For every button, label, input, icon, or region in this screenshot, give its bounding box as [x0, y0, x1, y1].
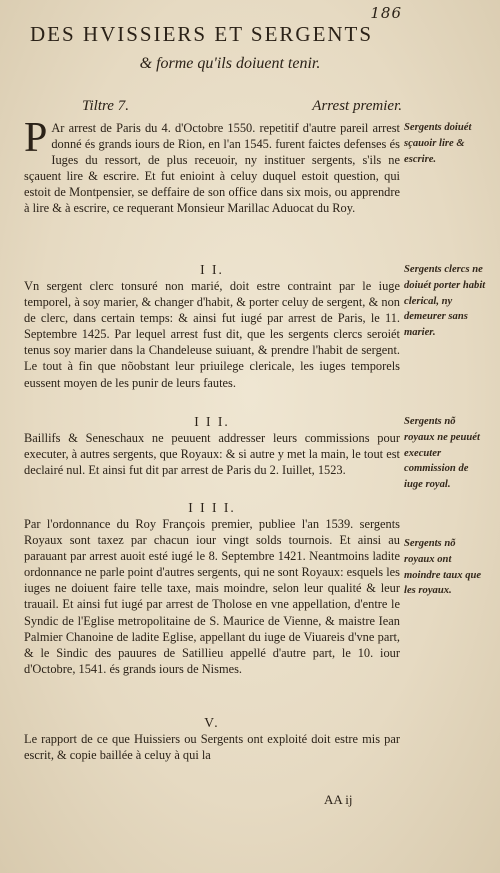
section-3-body	[24, 430, 400, 478]
section-3-text: Baillifs & Seneschaux ne peuuent addresser leurs commissions pour executer, à autres sergents, que Royaux: & si autre y met la main, le tout est declairé nul. Et ainsi fut dit par arrest de Paris du 2. Iuillet, 1523.	[24, 431, 400, 478]
section-5-text: Le rapport de ce que Huissiers ou Sergents ont exploité doit estre mis par escrit, & copie baillée à celuy à qui la	[24, 732, 400, 763]
margin-note: Sergents clercs ne doiuét porter habit clerical, ny demeurer sans marier.	[404, 264, 486, 339]
section-4-heading: I I I I.	[188, 500, 236, 515]
margin-note: Sergents doiuét sçauoir lire & escrire.	[404, 122, 472, 165]
title-right: Arrest premier.	[312, 98, 402, 114]
margin-note: Sergents nõ royaux ne peuuét executer commission de iuge royal.	[404, 416, 480, 491]
section-1-body	[24, 115, 400, 217]
section-4-body	[24, 516, 400, 677]
section-2-heading: I I.	[200, 262, 224, 277]
running-title: DES HVISSIERS ET SERGENTS	[30, 22, 374, 46]
section-3-heading: I I I.	[194, 414, 230, 429]
subtitle: & forme qu'ils doiuent tenir.	[139, 55, 321, 72]
page-number: 186	[370, 4, 402, 22]
title-line	[82, 98, 402, 115]
section-2-text: Vn sergent clerc tonsuré non marié, doit estre contraint par le iuge temporel, à soy marier, & changer d'habit, & porter celuy de sergent, & non de clerc, dans certain temps: & ainsi fut iugé par arrest de Paris, le 11. Septembre 1425. Par lequel arrest fust dit, que les sergents clercs seroiét tenus soy marier dans la Chandeleuse suiuant, & prendre l'habit de sergent. Le tout à fin que nõobstant leur priuilege clericale, les iuges temporels eussent moyen de les punir de leurs fautes.	[24, 279, 400, 390]
section-4-text: Par l'ordonnance du Roy François premier, publiee l'an 1539. sergents Royaux sont taxez par chacun iour vingt solds tournois. Et ainsi au parauant par arrest auoit esté iugé le 8. Septembre 1421. Neantmoins ladite ordonnance ne parle point d'autres sergents, qui ne sont Royaux: esquels les iuges ne doiuent faire telle taxe, mais moindre, selon leur qualité & leur trauail. Et ainsi fut iugé par arrest de Tholose en vne appellation, d'entre le Syndic de l'Eglise metropolitaine de S. Maurice de Vienne, & maistre Iean Palmier Chanoine de ladite Eglise, appellant du iuge de Viuareis d'vne part, & le Sindic des pauures de Satillieu appellé d'autre part, le 10. iour d'Octobre, 1541. és grands iours de Nismes.	[24, 517, 400, 676]
signature-mark: AA ij	[324, 792, 353, 807]
section-5-body	[24, 731, 400, 763]
section-5-heading: V.	[204, 715, 220, 730]
drop-cap: P	[24, 115, 48, 161]
title-left: Tiltre 7.	[82, 98, 129, 114]
margin-note: Sergents nõ royaux ont moindre taux que les royaux.	[404, 538, 482, 597]
section-2-body	[24, 278, 400, 391]
section-1-text: Ar arrest de Paris du 4. d'Octobre 1550. repetitif d'autre pareil arrest donné és grands iours de Rion, en l'an 1545. furent faictes defenses és Iuges du ressort, de plus receuoir, ny instituer sergents, s'ils ne sçauent lire & escrire. Et fut enioint à celuy duquel estoit question, qui estoit de Montpensier, se deffaire de son office dans six mois, ou apprendre à lire & à escrire, ce requerant Monsieur Marillac Aduocat du Roy.	[24, 121, 400, 216]
